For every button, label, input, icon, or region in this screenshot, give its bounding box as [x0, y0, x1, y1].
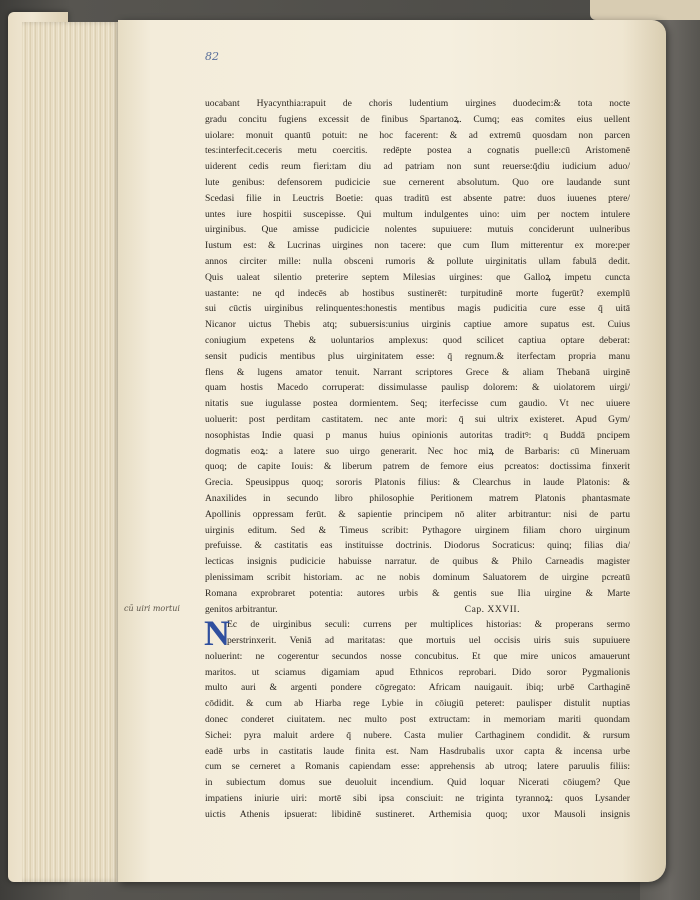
text-line: cum se cerneret a Romanis capiendam esse: apprehensis ab utroq; latere paruulis filiis:	[205, 761, 630, 773]
text-line: Scedasi filie in Leuctris Boetie: quas traditū est absente patre: duos iuuenes ptere/	[205, 192, 630, 204]
text-column	[205, 96, 630, 823]
text-line: cōdidit. & cum ab Hiarba rege Lybie in cōiugiū peteret: paulisper distulit nuptias	[205, 698, 630, 710]
text-line: gradu concitu fugiens excessit de finibus Spartanoꝝ. Cumq; eas comites eius uellent	[205, 113, 630, 125]
chapter-heading: Cap. XXVII.	[464, 603, 520, 615]
text-line: prefuisse. & castitatis eas instituisse doctrinis. Diodorus Socraticus: quinq; filias dia/	[205, 540, 630, 552]
text-line: quam hostis Macedo corruperat: dissimulasse paulisp dolorem: & uiolatorem uirgi/	[205, 382, 630, 394]
text-line: uictis Athenis ipsuerat: libidinē sustineret. Arthemisia quoq; uxor Mausoli insignis	[205, 808, 630, 820]
text-line: Grecia. Speusippus quoq; sororis Platonis filius: & Clearchus in laude Platonis: &	[205, 477, 630, 489]
text-line: coniugium expetens & uoluntarios amplexus: quod scilicet captiua optare deberat:	[205, 334, 630, 346]
text-line: impatiens iniurie uiri: mortē sibi ipsa consciuit: ne triginta tyrannoꝝ: quos Lysander	[205, 793, 630, 805]
folio-number: 82	[205, 50, 219, 63]
facing-page-corner	[590, 0, 700, 20]
text-line: untes iure hospitii suscepisse. Qui multum indulgentes uino: uim per noctem intulere	[205, 208, 630, 220]
text-line: Nicanor uictus Thebis atq; subuersis:unius uirginis captiue amore supatus est. Cuius	[205, 319, 630, 331]
text-line: nosophistas Indie quasi p manus huius opinionis autoritas traditꝰ: q Buddā pncipem	[205, 429, 630, 441]
marginal-note: cū uiri mortui	[124, 604, 180, 613]
text-line: Ec de uirginibus seculi: currens per multiplices historias: & properans sermo	[227, 619, 630, 631]
decorated-initial: N	[204, 613, 230, 654]
text-line: lute genibus: defensorem pudicicie sue cernerent absolutum. Quo ore laudande sunt	[205, 176, 630, 188]
text-line: Sichei: pyra maluit ardere q̄ nubere. Casta mulier Carthaginem condidit. & rursum	[205, 729, 630, 741]
text-line: dogmatis eoꝝ: a latere suo uirgo generarit. Nec hoc miꝝ de Barbaris: cū Mineruam	[205, 445, 630, 457]
text-line: sui cūctis uirginibus relinquentes:honestis mentibus magis pudicitia cure esse q̄ uitā	[205, 303, 630, 315]
closing-line: genitos arbitrantur.	[205, 603, 278, 615]
text-line: uirginibus. Que amisse pudicicie nolentes supuiuere: mutuis conciderunt uulneribus	[205, 224, 630, 236]
text-line: lecticas insignis pudicicie habuisse narratur. de quibus & Philo Carneadis magister	[205, 556, 630, 568]
text-line: noluerint: ne cogerentur secundos nosse concubitus. Et que mire unicos amauerunt	[205, 650, 630, 662]
text-line: uoluerit: post perditam castitatem. nec ante mori: q̄ sui ultrix existeret. Apud Gym/	[205, 413, 630, 425]
chapter-body	[204, 613, 630, 822]
text-line: Romana exprobraret potentia: autores urbis & gentis sue Ilia uirgine & Marte	[205, 587, 630, 599]
text-line: quoq; de capite Iouis: & liberum patrem de femore eius pcreatos: doctissima finxerit	[205, 461, 630, 473]
text-line: maritos. ut sciamus digamiam apud Ethnicos reprobari. Dido soror Pygmalionis	[205, 666, 630, 678]
text-line: eadē urbs in castitatis laude finita est. Nam Hasdrubalis uxor capta & incensa urbe	[205, 745, 630, 757]
text-line: perstrinxerit. Veniā ad maritatas: que mortuis uel occisis uiris suis supuiuere	[227, 635, 630, 647]
text-line: uirginis editum. Sed & Timeus scribit: Pythagore uirginem filiam choro uirginum	[205, 524, 630, 536]
text-line: sensit pudicis mentibus plus uirginitatem esse: q̄ regnum.& iterfectam propria manu	[205, 350, 630, 362]
text-line: uiolare: monuit quantū potuit: ne hoc facerent: & ad extremū quosdam non parcen	[205, 129, 630, 141]
text-line: uastante: ne qd indecēs ab hostibus sustinerēt: turpitudinē morte fugerūt? exemplū	[205, 287, 630, 299]
paragraph-before	[205, 96, 630, 602]
text-line: in subiectum domus sue deuoluit incendium. Quid loquar Nicerati cōiugem? Que	[205, 777, 630, 789]
text-line: Quis ualeat silentio preterire septem Milesias uirgines: que Galloꝝ impetu cuncta	[205, 271, 630, 283]
chapter-heading-row	[205, 602, 630, 618]
text-line: multo auri & argenti pondere cōgregato: Africam nauigauit. ibiq; urbē Carthaginē	[205, 682, 630, 694]
text-line: donec conderet ciuitatem. nec multo post extructam: in memoriam mariti quondam	[205, 714, 630, 726]
text-line: nitatis sue iugulasse postea dormientem. Seq; iterfecisse cum gaudio. Vt nec uiuere	[205, 398, 630, 410]
text-line: Iustum est: & Lucrinas uirgines non tacere: que cum Ilum mitterentur ex more:per	[205, 240, 630, 252]
text-line: Apollinis oppressam ferūt. & sapientie principem nō aliter arbitrantur: nisi de partu	[205, 508, 630, 520]
paragraph-after	[204, 613, 630, 822]
text-line: uocabant Hyacynthia:rapuit de choris ludentium uirgines duodecim:& tota nocte	[205, 98, 630, 109]
text-line: flens & lugens amator tenuit. Narrant scriptores Grece & aliam Thebanā uirginē	[205, 366, 630, 378]
text-line: tes:interfecit.ceceris metu coercitis. redēpte postea a cognatis puelle:cū Aristomenē	[205, 145, 630, 157]
text-line: uiderent cedis reum fieri:tam diu ad patriam non sunt reuerse:q̄diu iudicium aduo/	[205, 161, 630, 173]
text-line: plenissimam scribit historiam. ac ne nobis dominum Saluatorem de uirgine pcreatū	[205, 571, 630, 583]
page-stack-edges	[22, 22, 122, 882]
text-line: Anaxilides in secundo libro philosophie Peritionem matrem Platonis phantasmate	[205, 492, 630, 504]
text-line: annos circiter mille: nulla obsceni rumoris & pollute uirginitatis ullam fabulā dedit.	[205, 255, 630, 267]
